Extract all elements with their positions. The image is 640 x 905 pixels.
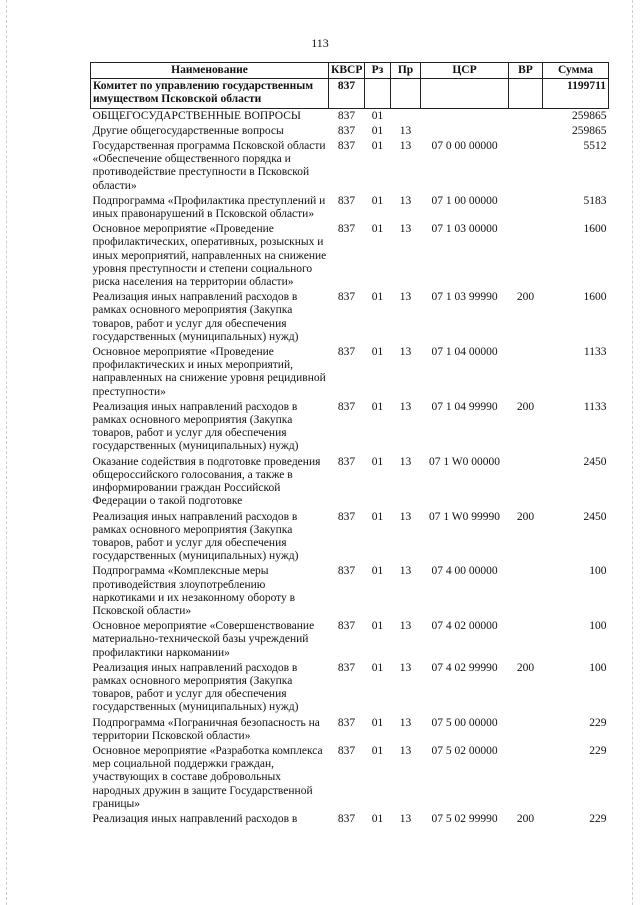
row-rz: 01: [371, 109, 384, 122]
row-kvsr: 837: [337, 194, 356, 207]
table-row: [91, 564, 609, 619]
row-sum: 100: [589, 565, 607, 578]
row-csr: 07 1 00 00000: [431, 194, 498, 207]
table-row: [91, 510, 609, 565]
row-sum: 259865: [572, 109, 607, 122]
row-kvsr: 837: [337, 716, 356, 729]
org-rz: [365, 79, 391, 108]
table-row: [91, 290, 609, 345]
table-row: [91, 400, 609, 455]
row-csr: 07 1 W0 00000: [428, 455, 501, 468]
row-pr: 13: [399, 510, 412, 523]
header-pr: Пр: [391, 63, 421, 79]
row-kvsr: 837: [337, 140, 356, 153]
table-row: [91, 108, 609, 124]
row-kvsr: 837: [337, 455, 356, 468]
row-csr: 07 0 00 00000: [431, 140, 498, 153]
row-rz: 01: [371, 194, 384, 207]
row-csr: 07 4 02 99990: [431, 661, 498, 674]
row-sum: 100: [589, 620, 607, 633]
table-header-row: [91, 63, 609, 79]
row-name: Основное мероприятие «Разработка комплекса мер социальной поддержки граждан, участвующих в составе добровольных народных дружин в защите Государственной границы»: [92, 744, 323, 810]
row-rz: 01: [371, 223, 384, 236]
row-vr: [509, 194, 543, 222]
row-rz: 01: [371, 661, 384, 674]
row-name: Реализация иных направлений расходов в рамках основного мероприятия (Закупка товаров, работ и услуг для обеспечения государственных (муниципальных) нужд): [92, 510, 299, 563]
org-pr: [391, 79, 421, 108]
row-name: Реализация иных направлений расходов в рамках основного мероприятия (Закупка товаров, работ и услуг для обеспечения государственных (муниципальных) нужд): [92, 400, 299, 453]
row-csr: [421, 124, 509, 139]
row-pr: 13: [399, 455, 412, 468]
row-csr: 07 1 03 00000: [431, 223, 498, 236]
row-vr: [509, 124, 543, 139]
row-csr: 07 4 00 00000: [431, 565, 498, 578]
table-row: [91, 194, 609, 222]
row-name: Подпрограмма «Пограничная безопасность на территории Псковской области»: [92, 716, 320, 742]
table-row: [91, 744, 609, 812]
org-name: Комитет по управлению государственным имуществом Псковской области: [91, 79, 329, 108]
row-kvsr: 837: [337, 565, 356, 578]
row-sum: 100: [589, 661, 607, 674]
row-name: Подпрограмма «Профилактика преступлений и иных правонарушений в Псковской области»: [92, 194, 326, 221]
row-pr: 13: [399, 661, 412, 674]
row-kvsr: 837: [337, 400, 356, 413]
row-name: Оказание содействия в подготовке проведения общероссийского голосования, а также в информировании граждан Российской Федерации о такой подготовке: [92, 455, 321, 508]
header-sum: Сумма: [543, 63, 609, 79]
row-csr: [421, 108, 509, 124]
table-row: [91, 812, 609, 827]
row-csr: 07 1 W0 99990: [428, 510, 501, 523]
table-row: [91, 455, 609, 510]
row-kvsr: 837: [337, 661, 356, 674]
row-vr: 200: [516, 661, 535, 674]
row-csr: 07 5 02 00000: [431, 744, 498, 757]
row-csr: 07 5 02 99990: [431, 812, 498, 825]
row-pr: 13: [399, 291, 412, 304]
page-number: 113: [311, 36, 329, 50]
row-pr: 13: [399, 716, 412, 729]
header-csr: ЦСР: [421, 63, 509, 79]
row-csr: 07 1 03 99990: [431, 291, 498, 304]
row-name: Основное мероприятие «Проведение профилактических, оперативных, розыскных и иных мероприятий, направленных на снижение уровня преступности и степени социального риска населения на территории области»: [92, 223, 327, 289]
row-pr: 13: [399, 812, 412, 825]
row-kvsr: 837: [337, 223, 356, 236]
row-csr: 07 1 04 00000: [431, 346, 498, 359]
row-sum: 229: [589, 716, 607, 729]
row-kvsr: 837: [337, 109, 356, 122]
row-pr: 13: [399, 620, 412, 633]
row-vr: [509, 619, 543, 661]
row-sum: 259865: [572, 124, 607, 137]
row-sum: 1133: [583, 346, 607, 359]
row-name: Реализация иных направлений расходов в: [92, 812, 298, 825]
row-kvsr: 837: [337, 291, 356, 304]
row-kvsr: 837: [337, 812, 356, 825]
org-kvsr: 837: [329, 79, 365, 108]
row-name: Реализация иных направлений расходов в рамках основного мероприятия (Закупка товаров, работ и услуг для обеспечения государственных (муниципальных) нужд): [92, 291, 299, 343]
row-vr: 200: [516, 291, 535, 304]
row-rz: 01: [371, 716, 384, 729]
header-rz: Рз: [365, 63, 391, 79]
budget-table: [90, 62, 609, 827]
row-vr: 200: [516, 812, 535, 825]
table-row: [91, 661, 609, 716]
table-row: [91, 619, 609, 661]
row-rz: 01: [371, 510, 384, 523]
row-pr: 13: [399, 194, 412, 207]
row-rz: 01: [371, 140, 384, 153]
row-sum: 1600: [583, 223, 607, 236]
row-vr: 200: [516, 400, 535, 413]
row-rz: 01: [371, 744, 384, 757]
row-pr: 13: [399, 400, 412, 413]
row-kvsr: 837: [337, 620, 356, 633]
row-pr: 13: [399, 223, 412, 236]
table-row: [91, 716, 609, 744]
row-vr: [509, 139, 543, 194]
organization-row: [91, 79, 609, 108]
row-sum: 5183: [583, 194, 607, 207]
row-sum: 1600: [583, 291, 607, 304]
row-pr: [391, 108, 421, 124]
row-csr: 07 4 02 00000: [431, 620, 498, 633]
row-sum: 229: [589, 812, 607, 825]
row-vr: [509, 222, 543, 290]
row-name: Другие общегосударственные вопросы: [92, 124, 284, 137]
row-name: Реализация иных направлений расходов в рамках основного мероприятия (Закупка товаров, работ и услуг для обеспечения государственных (муниципальных) нужд): [92, 661, 299, 714]
row-kvsr: 837: [337, 744, 356, 757]
scan-edge-right: [632, 0, 634, 905]
header-name: Наименование: [91, 63, 329, 79]
row-pr: 13: [399, 124, 412, 137]
row-vr: [509, 716, 543, 744]
row-kvsr: 837: [337, 124, 356, 137]
row-rz: 01: [371, 455, 384, 468]
org-sum: 1199711: [543, 79, 609, 108]
org-vr: [509, 79, 543, 108]
table-row: [91, 139, 609, 194]
row-name: Подпрограмма «Комплексные меры противодействия злоупотреблению наркотиками и их незаконному обороту в Псковской области»: [92, 565, 296, 617]
row-rz: 01: [371, 812, 384, 825]
row-rz: 01: [371, 400, 384, 413]
row-csr: 07 5 00 00000: [431, 716, 498, 729]
row-rz: 01: [371, 620, 384, 633]
row-vr: [509, 345, 543, 400]
table-row: [91, 222, 609, 290]
row-rz: 01: [371, 346, 384, 359]
row-name: Государственная программа Псковской области «Обеспечение общественного порядка и противодействие преступности в Псковской области»: [92, 140, 326, 192]
row-pr: 13: [399, 565, 412, 578]
row-pr: 13: [399, 744, 412, 757]
row-rz: 01: [371, 124, 384, 137]
row-vr: [509, 744, 543, 812]
row-rz: 01: [371, 565, 384, 578]
header-vr: ВР: [509, 63, 543, 79]
row-sum: 2450: [583, 455, 607, 468]
row-name: Основное мероприятие «Совершенствование материально-технической базы учреждений профилактики наркомании»: [92, 620, 315, 659]
row-pr: 13: [399, 346, 412, 359]
row-sum: 229: [589, 744, 607, 757]
row-sum: 5512: [583, 140, 607, 153]
row-kvsr: 837: [337, 346, 356, 359]
row-kvsr: 837: [337, 510, 356, 523]
table-row: [91, 124, 609, 139]
row-name: ОБЩЕГОСУДАРСТВЕННЫЕ ВОПРОСЫ: [92, 109, 301, 122]
row-vr: [509, 108, 543, 124]
scan-edge-left: [6, 0, 8, 905]
org-csr: [421, 79, 509, 108]
row-csr: 07 1 04 99990: [431, 400, 498, 413]
table-row: [91, 345, 609, 400]
row-vr: [509, 564, 543, 619]
header-kvsr: КВСР: [329, 63, 365, 79]
row-sum: 1133: [583, 400, 607, 413]
row-rz: 01: [371, 291, 384, 304]
row-vr: [509, 455, 543, 510]
row-vr: 200: [516, 510, 535, 523]
row-sum: 2450: [583, 510, 607, 523]
row-name: Основное мероприятие «Проведение профилактических и иных мероприятий, направленных на снижение уровня рецидивной преступности»: [92, 346, 326, 398]
row-pr: 13: [399, 140, 412, 153]
